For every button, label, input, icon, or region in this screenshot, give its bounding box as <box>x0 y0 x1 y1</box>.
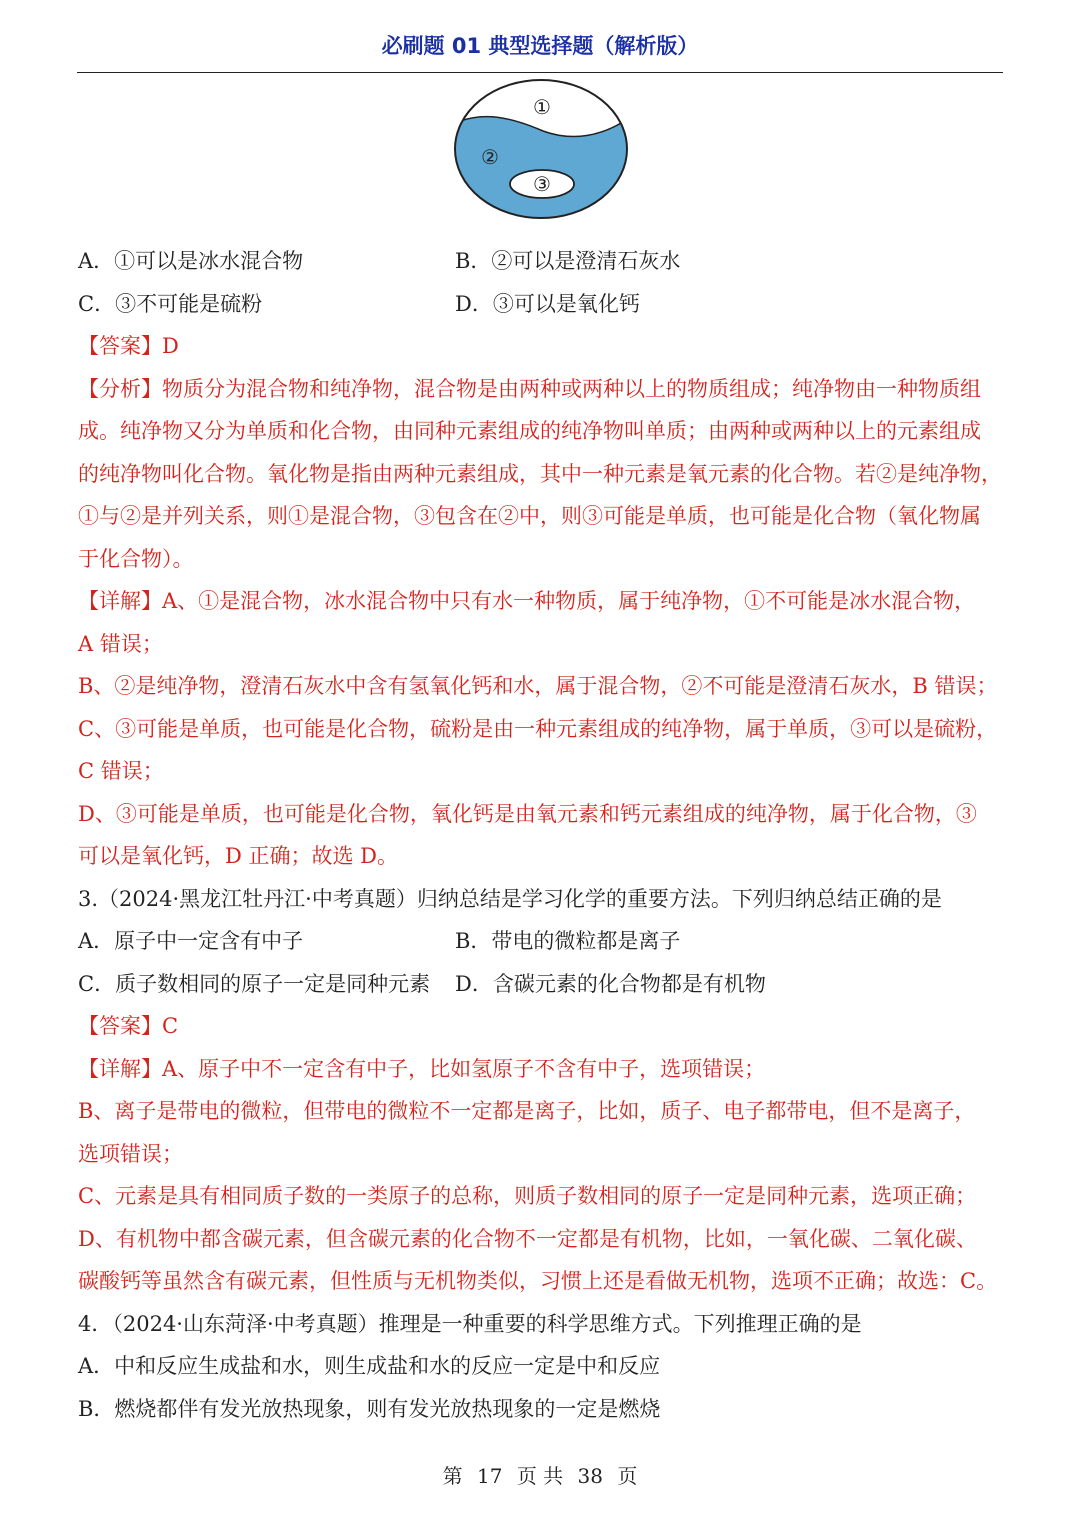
q3-option-b: B．带电的微粒都是离子 <box>455 929 681 953</box>
q3-detail-line: 【详解】A、原子中不一定含有中子，比如氢原子不含有中子，选项错误； <box>78 1056 766 1081</box>
q2-option-d: D．③可以是氧化钙 <box>455 291 640 316</box>
page-content <box>78 240 1008 1430</box>
q3-options-row-2 <box>78 963 1008 1006</box>
q2-detail-line: 【详解】A、①是混合物，冰水混合物中只有水一种物质，属于纯净物，①不可能是冰水混合物， <box>78 589 976 613</box>
q4-stem: 4．（2024·山东菏泽·中考真题）推理是一种重要的科学思维方式。下列推理正确的是 <box>78 1311 862 1336</box>
q2-detail-line: B、②是纯净物，澄清石灰水中含有氢氧化钙和水，属于混合物，②不可能是澄清石灰水，B 错误； <box>78 674 998 698</box>
q2-options-row-1 <box>78 240 1008 283</box>
page-footer <box>0 1460 1080 1489</box>
q2-option-a: A．①可以是冰水混合物 <box>78 249 304 273</box>
q2-analysis-line: 【分析】物质分为混合物和纯净物，混合物是由两种或两种以上的物质组成；纯净物由一种物质组 <box>78 376 981 401</box>
region-1-label: ① <box>533 95 551 119</box>
q3-detail-line: 选项错误； <box>78 1141 183 1166</box>
q3-answer: 【答案】C <box>78 1014 179 1038</box>
footer-suffix: 页 <box>617 1464 638 1488</box>
q3-option-a: A．原子中一定含有中子 <box>78 929 304 953</box>
q4-option-b: B．燃烧都伴有发光放热现象，则有发光放热现象的一定是燃烧 <box>78 1396 661 1421</box>
q2-options-row-2 <box>78 283 1008 326</box>
footer-mid: 页 共 <box>516 1464 564 1488</box>
q3-detail-line: D、有机物中都含碳元素，但含碳元素的化合物不一定都是有机物，比如，一氧化碳、二氧化碳、 <box>78 1226 977 1251</box>
q3-detail-line: 碳酸钙等虽然含有碳元素，但性质与无机物类似，习惯上还是看做无机物，选项不正确；故选：C。 <box>78 1269 998 1293</box>
q3-option-d: D．含碳元素的化合物都是有机物 <box>455 971 766 996</box>
q3-stem: 3.（2024·黑龙江牡丹江·中考真题）归纳总结是学习化学的重要方法。下列归纳总结正确的是 <box>78 886 942 911</box>
q2-option-c: C．③不可能是硫粉 <box>78 291 263 316</box>
q2-detail-line: C 错误； <box>78 759 164 783</box>
q3-options-row-1 <box>78 920 1008 963</box>
footer-total-pages: 38 <box>577 1464 603 1488</box>
classification-diagram <box>453 78 629 220</box>
q2-detail-line: A 错误； <box>78 631 163 656</box>
q2-analysis-line: ①与②是并列关系，则①是混合物，③包含在②中，则③可能是单质，也可能是化合物（氧化物属 <box>78 504 981 528</box>
q2-answer: 【答案】D <box>78 334 179 358</box>
q2-analysis-line: 的纯净物叫化合物。氧化物是指由两种元素组成，其中一种元素是氧元素的化合物。若②是纯净物， <box>78 461 1002 486</box>
footer-page-number: 17 <box>477 1464 503 1488</box>
page-title: 必刷题 01 典型选择题（解析版） <box>381 34 699 58</box>
q2-analysis-line: 成。纯净物又分为单质和化合物，由同种元素组成的纯净物叫单质；由两种或两种以上的元素组成 <box>78 419 981 443</box>
q2-option-b: B．②可以是澄清石灰水 <box>455 249 681 273</box>
footer-prefix: 第 <box>442 1464 463 1488</box>
q2-analysis-line: 于化合物）。 <box>78 546 194 571</box>
region-3-label: ③ <box>533 172 551 196</box>
q3-detail-line: C、元素是具有相同质子数的一类原子的总称，则质子数相同的原子一定是同种元素，选项正确； <box>78 1184 977 1208</box>
q3-detail-line: B、离子是带电的微粒，但带电的微粒不一定都是离子，比如，质子、电子都带电，但不是离子， <box>78 1099 976 1123</box>
q2-detail-line: D、③可能是单质，也可能是化合物，氧化钙是由氧元素和钙元素组成的纯净物，属于化合物，③ <box>78 801 977 826</box>
q2-detail-line: 可以是氧化钙，D 正确；故选 D。 <box>78 844 399 868</box>
header-divider <box>77 72 1003 73</box>
q2-detail-line: C、③可能是单质，也可能是化合物，硫粉是由一种元素组成的纯净物，属于单质，③可以是硫粉， <box>78 716 998 741</box>
region-2-label: ② <box>481 145 499 169</box>
q3-option-c: C．质子数相同的原子一定是同种元素 <box>78 971 431 996</box>
q4-option-a: A．中和反应生成盐和水，则生成盐和水的反应一定是中和反应 <box>78 1354 661 1378</box>
